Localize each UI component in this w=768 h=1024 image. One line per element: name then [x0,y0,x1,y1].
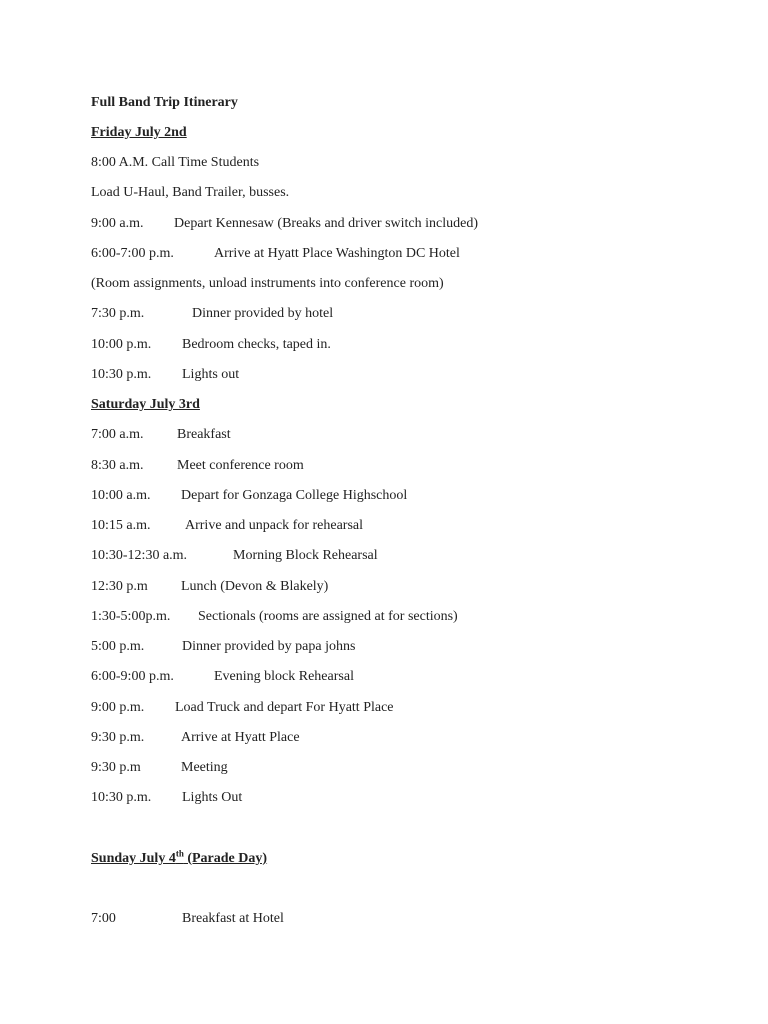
line-event: Breakfast at Hotel [182,911,284,926]
line-event: Arrive at Hyatt Place Washington DC Hotel [214,246,460,261]
line-time: 9:00 a.m. [91,216,144,231]
line-text: (Room assignments, unload instruments into conference room) [91,276,444,291]
itinerary-line [91,215,479,233]
line-event: Arrive and unpack for rehearsal [185,518,364,533]
line-time: 12:30 p.m [91,579,148,594]
itinerary-line [91,426,231,444]
line-time: 7:00 a.m. [91,427,144,442]
itinerary-line [91,759,228,777]
line-time: 9:30 p.m [91,760,141,775]
line-time: 10:15 a.m. [91,518,151,533]
sunday-heading-prefix: Sunday July 4 [91,851,176,866]
line-time: 10:30 p.m. [91,790,152,805]
document-title: Full Band Trip Itinerary [91,95,238,110]
line-time: 6:00-7:00 p.m. [91,246,174,261]
itinerary-line [91,275,444,293]
line-text: Load U-Haul, Band Trailer, busses. [91,185,290,200]
itinerary-line [91,608,458,626]
itinerary-line [91,517,364,535]
line-time: 8:30 a.m. [91,458,144,473]
itinerary-line [91,729,300,747]
line-time: 10:30-12:30 a.m. [91,548,188,563]
itinerary-line [91,789,243,807]
sunday-heading-suffix: (Parade Day) [183,851,268,866]
line-time: 10:00 p.m. [91,337,152,352]
line-event: Load Truck and depart For Hyatt Place [175,700,394,715]
line-time: 9:00 p.m. [91,700,145,715]
itinerary-line [91,699,394,717]
line-time: 10:00 a.m. [91,488,151,503]
line-event: Depart Kennesaw (Breaks and driver switch included) [174,216,479,231]
itinerary-line [91,457,304,475]
itinerary-line [91,305,334,323]
itinerary-line [91,336,331,354]
line-event: Depart for Gonzaga College Highschool [181,488,408,503]
line-time: 7:30 p.m. [91,306,145,321]
itinerary-line [91,668,354,686]
line-time: 1:30-5:00p.m. [91,609,171,624]
itinerary-line [91,366,240,384]
line-event: Lights out [182,367,240,382]
line-event: Bedroom checks, taped in. [182,337,331,352]
line-event: Breakfast [177,427,231,442]
itinerary-line [91,578,329,596]
itinerary-line [91,184,290,202]
line-text: 8:00 A.M. Call Time Students [91,155,260,170]
friday-heading: Friday July 2nd [91,125,187,140]
line-time: 6:00-9:00 p.m. [91,669,174,684]
itinerary-line [91,547,378,565]
line-time: 9:30 p.m. [91,730,145,745]
sunday-heading-ordinal: th [175,848,184,859]
itinerary-line [91,638,356,656]
line-event: Meet conference room [177,458,304,473]
line-time: 7:00 [91,911,116,926]
sunday-heading [91,850,267,868]
line-event: Evening block Rehearsal [214,669,354,684]
line-event: Arrive at Hyatt Place [181,730,300,745]
line-event: Lights Out [182,790,243,805]
line-event: Dinner provided by papa johns [182,639,356,654]
line-event: Dinner provided by hotel [192,306,334,321]
itinerary-line [91,154,260,172]
line-time: 10:30 p.m. [91,367,152,382]
line-event: Lunch (Devon & Blakely) [181,579,329,594]
saturday-heading: Saturday July 3rd [91,397,200,412]
itinerary-line [91,245,460,263]
itinerary-line [91,487,408,505]
line-event: Meeting [181,760,228,775]
line-time: 5:00 p.m. [91,639,145,654]
line-event: Morning Block Rehearsal [233,548,378,563]
itinerary-line [91,910,284,928]
line-event: Sectionals (rooms are assigned at for sections) [198,609,458,624]
